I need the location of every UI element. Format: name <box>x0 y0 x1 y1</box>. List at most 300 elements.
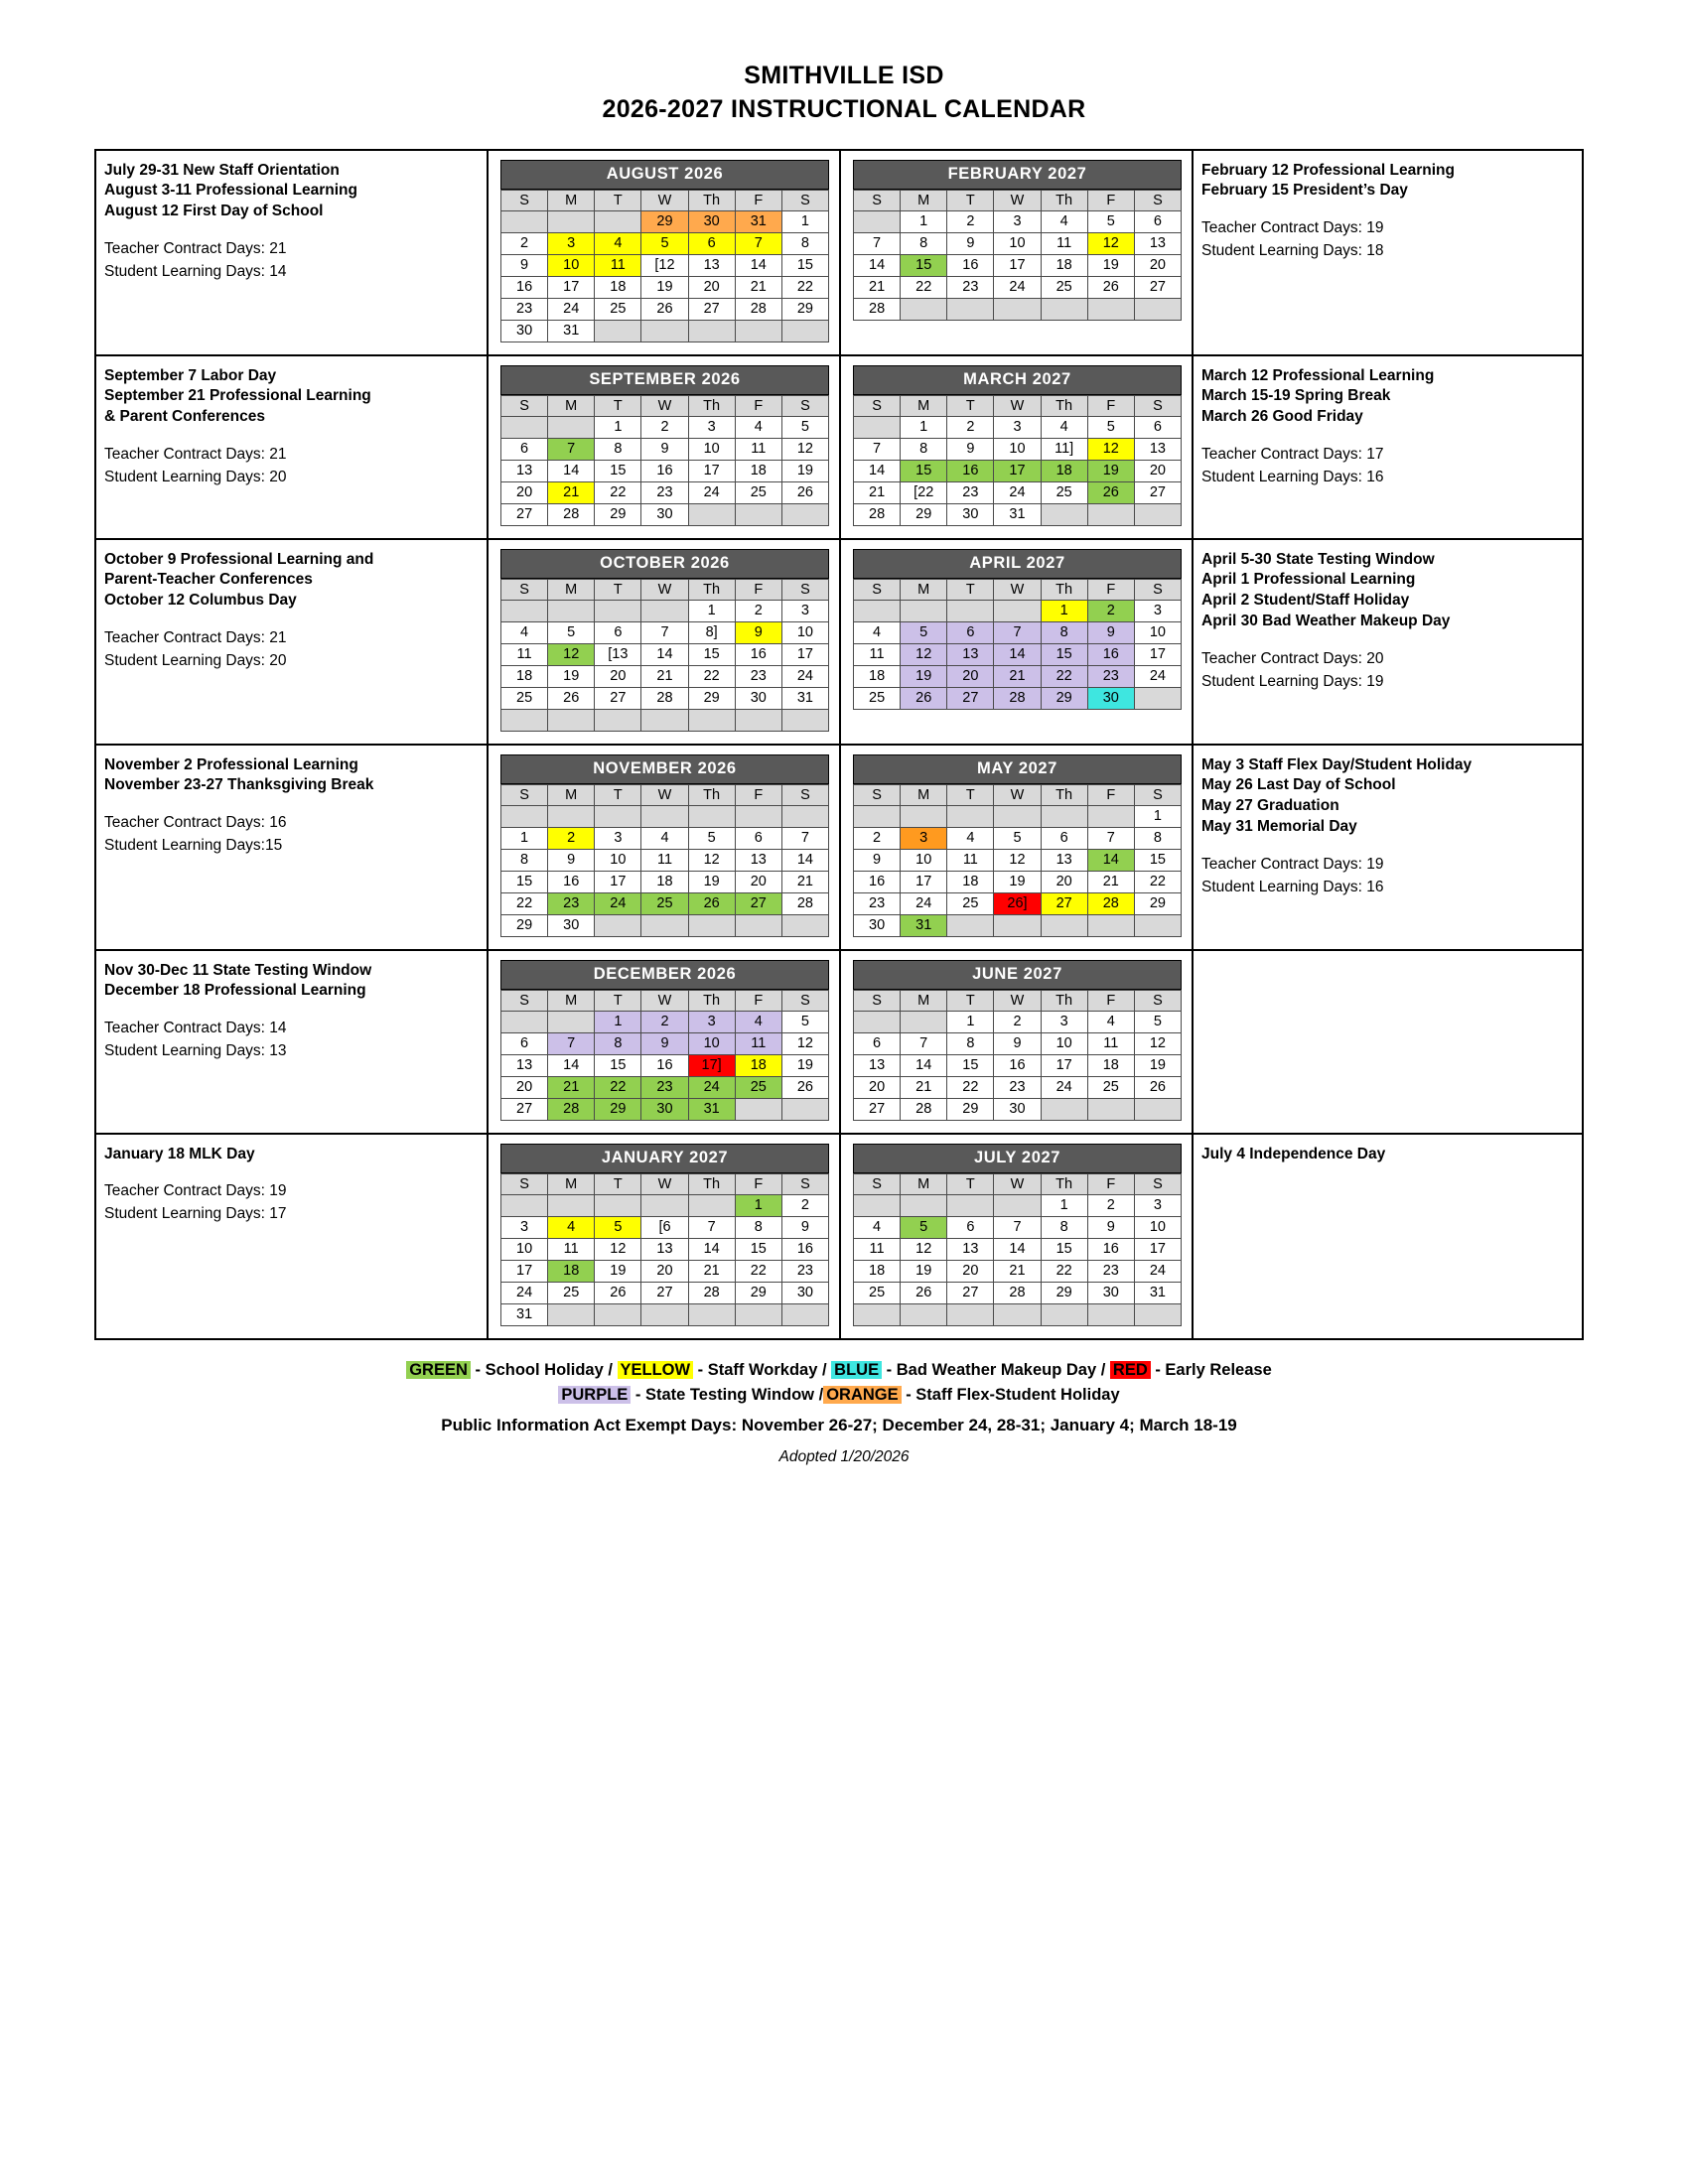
day-cell[interactable]: 11 <box>501 643 548 665</box>
day-cell[interactable] <box>854 600 901 621</box>
day-cell[interactable]: 15 <box>901 254 947 276</box>
day-cell[interactable]: 28 <box>688 1282 735 1303</box>
day-cell[interactable]: 22 <box>781 276 828 298</box>
day-cell[interactable]: 9 <box>641 1032 688 1054</box>
day-cell[interactable]: 3 <box>1134 600 1181 621</box>
day-cell[interactable]: 19 <box>781 1054 828 1076</box>
day-cell[interactable]: 22 <box>688 665 735 687</box>
day-cell[interactable]: 9 <box>548 849 595 871</box>
day-cell[interactable]: 20 <box>1134 254 1181 276</box>
day-cell[interactable]: 5 <box>548 621 595 643</box>
day-cell[interactable]: 22 <box>1041 1260 1087 1282</box>
day-cell[interactable]: 2 <box>947 210 994 232</box>
day-cell[interactable]: 11] <box>1041 438 1087 460</box>
day-cell[interactable] <box>641 1303 688 1325</box>
day-cell[interactable] <box>901 600 947 621</box>
day-cell[interactable]: 10 <box>994 438 1041 460</box>
day-cell[interactable]: 14 <box>688 1238 735 1260</box>
day-cell[interactable] <box>641 914 688 936</box>
day-cell[interactable]: 13 <box>854 1054 901 1076</box>
day-cell[interactable]: 23 <box>735 665 781 687</box>
day-cell[interactable]: 3 <box>1041 1011 1087 1032</box>
day-cell[interactable] <box>1087 805 1134 827</box>
day-cell[interactable] <box>595 914 641 936</box>
day-cell[interactable]: 6 <box>688 232 735 254</box>
day-cell[interactable] <box>735 914 781 936</box>
day-cell[interactable]: 24 <box>1041 1076 1087 1098</box>
day-cell[interactable]: 29 <box>501 914 548 936</box>
day-cell[interactable]: 1 <box>781 210 828 232</box>
day-cell[interactable]: 26 <box>595 1282 641 1303</box>
day-cell[interactable]: 12 <box>595 1238 641 1260</box>
day-cell[interactable]: 5 <box>781 416 828 438</box>
day-cell[interactable]: 5 <box>1087 210 1134 232</box>
day-cell[interactable]: 24 <box>901 892 947 914</box>
day-cell[interactable]: 24 <box>994 481 1041 503</box>
day-cell[interactable]: 22 <box>501 892 548 914</box>
day-cell[interactable]: 5 <box>1134 1011 1181 1032</box>
day-cell[interactable]: 29 <box>1041 1282 1087 1303</box>
day-cell[interactable]: 11 <box>735 1032 781 1054</box>
day-cell[interactable] <box>548 1303 595 1325</box>
day-cell[interactable] <box>947 805 994 827</box>
day-cell[interactable]: 18 <box>641 871 688 892</box>
day-cell[interactable]: 22 <box>1041 665 1087 687</box>
day-cell[interactable]: 24 <box>781 665 828 687</box>
day-cell[interactable]: 22 <box>735 1260 781 1282</box>
day-cell[interactable]: 10 <box>1134 621 1181 643</box>
day-cell[interactable]: 21 <box>854 276 901 298</box>
day-cell[interactable]: 15 <box>947 1054 994 1076</box>
day-cell[interactable] <box>781 320 828 341</box>
day-cell[interactable]: 30 <box>641 1098 688 1120</box>
day-cell[interactable]: 2 <box>641 1011 688 1032</box>
day-cell[interactable]: 18 <box>854 665 901 687</box>
day-cell[interactable]: 14 <box>548 460 595 481</box>
day-cell[interactable]: 17 <box>994 460 1041 481</box>
day-cell[interactable]: 29 <box>735 1282 781 1303</box>
day-cell[interactable]: 20 <box>947 665 994 687</box>
day-cell[interactable]: 29 <box>1134 892 1181 914</box>
day-cell[interactable] <box>901 805 947 827</box>
day-cell[interactable]: 21 <box>548 1076 595 1098</box>
day-cell[interactable]: 1 <box>1041 600 1087 621</box>
day-cell[interactable]: 29 <box>781 298 828 320</box>
day-cell[interactable]: 11 <box>854 1238 901 1260</box>
day-cell[interactable] <box>735 1098 781 1120</box>
day-cell[interactable]: 18 <box>854 1260 901 1282</box>
day-cell[interactable]: 20 <box>1041 871 1087 892</box>
day-cell[interactable]: 15 <box>901 460 947 481</box>
day-cell[interactable]: [12 <box>641 254 688 276</box>
day-cell[interactable]: 21 <box>1087 871 1134 892</box>
day-cell[interactable]: 6 <box>947 1216 994 1238</box>
day-cell[interactable]: 8 <box>901 438 947 460</box>
day-cell[interactable]: 18 <box>735 1054 781 1076</box>
day-cell[interactable]: 1 <box>901 210 947 232</box>
day-cell[interactable]: 1 <box>501 827 548 849</box>
day-cell[interactable]: 17 <box>1134 1238 1181 1260</box>
day-cell[interactable]: 19 <box>901 1260 947 1282</box>
day-cell[interactable]: 21 <box>994 1260 1041 1282</box>
day-cell[interactable]: 6 <box>501 1032 548 1054</box>
day-cell[interactable]: 24 <box>688 1076 735 1098</box>
day-cell[interactable]: 31 <box>548 320 595 341</box>
day-cell[interactable]: 21 <box>781 871 828 892</box>
day-cell[interactable]: 25 <box>1041 276 1087 298</box>
day-cell[interactable] <box>854 1194 901 1216</box>
day-cell[interactable]: 2 <box>1087 600 1134 621</box>
day-cell[interactable]: 18 <box>501 665 548 687</box>
day-cell[interactable]: 29 <box>901 503 947 525</box>
day-cell[interactable]: 26 <box>1087 481 1134 503</box>
day-cell[interactable] <box>994 1194 1041 1216</box>
day-cell[interactable]: 10 <box>901 849 947 871</box>
day-cell[interactable]: 25 <box>854 1282 901 1303</box>
day-cell[interactable]: 27 <box>501 503 548 525</box>
day-cell[interactable]: 5 <box>901 621 947 643</box>
day-cell[interactable]: 27 <box>735 892 781 914</box>
day-cell[interactable] <box>781 503 828 525</box>
day-cell[interactable]: 10 <box>688 1032 735 1054</box>
day-cell[interactable]: [22 <box>901 481 947 503</box>
day-cell[interactable]: 4 <box>1041 210 1087 232</box>
day-cell[interactable] <box>501 1011 548 1032</box>
day-cell[interactable]: 4 <box>1041 416 1087 438</box>
day-cell[interactable] <box>1041 298 1087 320</box>
day-cell[interactable]: 3 <box>1134 1194 1181 1216</box>
day-cell[interactable] <box>1041 1098 1087 1120</box>
day-cell[interactable]: 28 <box>1087 892 1134 914</box>
day-cell[interactable]: 16 <box>1087 643 1134 665</box>
day-cell[interactable] <box>735 709 781 731</box>
day-cell[interactable]: 14 <box>854 254 901 276</box>
day-cell[interactable]: 13 <box>688 254 735 276</box>
day-cell[interactable] <box>688 709 735 731</box>
day-cell[interactable]: 12 <box>901 1238 947 1260</box>
day-cell[interactable] <box>735 1303 781 1325</box>
day-cell[interactable]: 30 <box>501 320 548 341</box>
day-cell[interactable]: 11 <box>595 254 641 276</box>
day-cell[interactable]: 6 <box>501 438 548 460</box>
day-cell[interactable]: 5 <box>595 1216 641 1238</box>
day-cell[interactable] <box>548 1194 595 1216</box>
day-cell[interactable]: 31 <box>688 1098 735 1120</box>
day-cell[interactable]: 9 <box>735 621 781 643</box>
day-cell[interactable]: 26 <box>901 1282 947 1303</box>
day-cell[interactable]: 26 <box>1134 1076 1181 1098</box>
day-cell[interactable]: 10 <box>781 621 828 643</box>
day-cell[interactable]: 13 <box>1134 438 1181 460</box>
day-cell[interactable]: 17 <box>595 871 641 892</box>
day-cell[interactable]: 27 <box>1041 892 1087 914</box>
day-cell[interactable] <box>854 210 901 232</box>
day-cell[interactable]: 18 <box>1087 1054 1134 1076</box>
day-cell[interactable] <box>1041 1303 1087 1325</box>
day-cell[interactable]: 31 <box>1134 1282 1181 1303</box>
day-cell[interactable]: 15 <box>735 1238 781 1260</box>
day-cell[interactable] <box>548 1011 595 1032</box>
day-cell[interactable]: 10 <box>994 232 1041 254</box>
day-cell[interactable]: 20 <box>641 1260 688 1282</box>
day-cell[interactable]: 28 <box>548 1098 595 1120</box>
day-cell[interactable]: 7 <box>994 1216 1041 1238</box>
day-cell[interactable]: 21 <box>688 1260 735 1282</box>
day-cell[interactable] <box>688 805 735 827</box>
day-cell[interactable]: 7 <box>688 1216 735 1238</box>
day-cell[interactable]: 18 <box>595 276 641 298</box>
day-cell[interactable] <box>854 1303 901 1325</box>
day-cell[interactable] <box>548 416 595 438</box>
day-cell[interactable]: 24 <box>1134 665 1181 687</box>
day-cell[interactable]: 31 <box>735 210 781 232</box>
day-cell[interactable] <box>1041 914 1087 936</box>
day-cell[interactable]: 10 <box>501 1238 548 1260</box>
day-cell[interactable]: 25 <box>548 1282 595 1303</box>
day-cell[interactable]: 29 <box>641 210 688 232</box>
day-cell[interactable] <box>781 1303 828 1325</box>
day-cell[interactable] <box>1087 914 1134 936</box>
day-cell[interactable]: 30 <box>1087 687 1134 709</box>
day-cell[interactable]: 12 <box>688 849 735 871</box>
day-cell[interactable]: 15 <box>595 1054 641 1076</box>
day-cell[interactable] <box>854 805 901 827</box>
day-cell[interactable]: 19 <box>688 871 735 892</box>
day-cell[interactable]: 21 <box>641 665 688 687</box>
day-cell[interactable]: [13 <box>595 643 641 665</box>
day-cell[interactable]: 13 <box>1134 232 1181 254</box>
day-cell[interactable]: 19 <box>595 1260 641 1282</box>
day-cell[interactable]: 13 <box>501 460 548 481</box>
day-cell[interactable]: 26 <box>641 298 688 320</box>
day-cell[interactable]: 26] <box>994 892 1041 914</box>
day-cell[interactable]: 28 <box>901 1098 947 1120</box>
day-cell[interactable]: 27 <box>854 1098 901 1120</box>
day-cell[interactable]: 13 <box>641 1238 688 1260</box>
day-cell[interactable] <box>735 503 781 525</box>
day-cell[interactable]: 18 <box>947 871 994 892</box>
day-cell[interactable]: 7 <box>641 621 688 643</box>
day-cell[interactable]: 18 <box>1041 254 1087 276</box>
day-cell[interactable] <box>735 320 781 341</box>
day-cell[interactable] <box>994 914 1041 936</box>
day-cell[interactable]: 1 <box>735 1194 781 1216</box>
day-cell[interactable] <box>548 210 595 232</box>
day-cell[interactable]: 12 <box>781 438 828 460</box>
day-cell[interactable] <box>595 600 641 621</box>
day-cell[interactable]: 26 <box>781 481 828 503</box>
day-cell[interactable]: 2 <box>854 827 901 849</box>
day-cell[interactable]: 12 <box>1134 1032 1181 1054</box>
day-cell[interactable]: 24 <box>688 481 735 503</box>
day-cell[interactable]: 25 <box>735 481 781 503</box>
day-cell[interactable]: 9 <box>947 438 994 460</box>
day-cell[interactable]: 3 <box>901 827 947 849</box>
day-cell[interactable] <box>781 709 828 731</box>
day-cell[interactable]: 17 <box>501 1260 548 1282</box>
day-cell[interactable]: 7 <box>548 1032 595 1054</box>
day-cell[interactable] <box>548 600 595 621</box>
day-cell[interactable]: 16 <box>735 643 781 665</box>
day-cell[interactable] <box>548 709 595 731</box>
day-cell[interactable]: 9 <box>1087 1216 1134 1238</box>
day-cell[interactable]: 14 <box>994 1238 1041 1260</box>
day-cell[interactable]: 2 <box>501 232 548 254</box>
day-cell[interactable]: 29 <box>688 687 735 709</box>
day-cell[interactable]: 8 <box>735 1216 781 1238</box>
day-cell[interactable]: 17 <box>901 871 947 892</box>
day-cell[interactable]: 15 <box>688 643 735 665</box>
day-cell[interactable]: 4 <box>947 827 994 849</box>
day-cell[interactable]: 1 <box>688 600 735 621</box>
day-cell[interactable]: 5 <box>781 1011 828 1032</box>
day-cell[interactable]: 19 <box>1087 460 1134 481</box>
day-cell[interactable]: 9 <box>641 438 688 460</box>
day-cell[interactable]: 20 <box>688 276 735 298</box>
day-cell[interactable]: 26 <box>1087 276 1134 298</box>
day-cell[interactable]: 4 <box>1087 1011 1134 1032</box>
day-cell[interactable] <box>947 298 994 320</box>
day-cell[interactable]: 7 <box>548 438 595 460</box>
day-cell[interactable] <box>501 1194 548 1216</box>
day-cell[interactable] <box>947 600 994 621</box>
day-cell[interactable]: 6 <box>854 1032 901 1054</box>
day-cell[interactable] <box>1134 503 1181 525</box>
day-cell[interactable]: 16 <box>781 1238 828 1260</box>
day-cell[interactable]: 16 <box>994 1054 1041 1076</box>
day-cell[interactable]: 7 <box>781 827 828 849</box>
day-cell[interactable]: 27 <box>641 1282 688 1303</box>
day-cell[interactable]: 3 <box>994 416 1041 438</box>
day-cell[interactable]: [6 <box>641 1216 688 1238</box>
day-cell[interactable] <box>901 1303 947 1325</box>
day-cell[interactable] <box>994 1303 1041 1325</box>
day-cell[interactable]: 23 <box>994 1076 1041 1098</box>
day-cell[interactable]: 29 <box>1041 687 1087 709</box>
day-cell[interactable]: 22 <box>595 481 641 503</box>
day-cell[interactable]: 30 <box>735 687 781 709</box>
day-cell[interactable] <box>595 210 641 232</box>
day-cell[interactable]: 19 <box>641 276 688 298</box>
day-cell[interactable]: 8 <box>1134 827 1181 849</box>
day-cell[interactable]: 16 <box>854 871 901 892</box>
day-cell[interactable]: 13 <box>947 643 994 665</box>
day-cell[interactable]: 16 <box>947 460 994 481</box>
day-cell[interactable] <box>548 805 595 827</box>
day-cell[interactable] <box>501 805 548 827</box>
day-cell[interactable]: 23 <box>641 1076 688 1098</box>
day-cell[interactable]: 24 <box>994 276 1041 298</box>
day-cell[interactable]: 4 <box>548 1216 595 1238</box>
day-cell[interactable]: 20 <box>595 665 641 687</box>
day-cell[interactable]: 8 <box>501 849 548 871</box>
day-cell[interactable]: 27 <box>1134 276 1181 298</box>
day-cell[interactable]: 13 <box>947 1238 994 1260</box>
day-cell[interactable]: 8 <box>901 232 947 254</box>
day-cell[interactable] <box>901 298 947 320</box>
day-cell[interactable]: 31 <box>994 503 1041 525</box>
day-cell[interactable]: 2 <box>781 1194 828 1216</box>
day-cell[interactable] <box>501 210 548 232</box>
day-cell[interactable]: 1 <box>1041 1194 1087 1216</box>
day-cell[interactable]: 29 <box>595 1098 641 1120</box>
day-cell[interactable]: 4 <box>735 416 781 438</box>
day-cell[interactable]: 22 <box>1134 871 1181 892</box>
day-cell[interactable]: 19 <box>1087 254 1134 276</box>
day-cell[interactable]: 28 <box>854 503 901 525</box>
day-cell[interactable]: 11 <box>641 849 688 871</box>
day-cell[interactable]: 4 <box>735 1011 781 1032</box>
day-cell[interactable] <box>854 1011 901 1032</box>
day-cell[interactable]: 20 <box>501 481 548 503</box>
day-cell[interactable]: 10 <box>595 849 641 871</box>
day-cell[interactable]: 21 <box>854 481 901 503</box>
day-cell[interactable]: 26 <box>781 1076 828 1098</box>
day-cell[interactable]: 30 <box>781 1282 828 1303</box>
day-cell[interactable]: 22 <box>595 1076 641 1098</box>
day-cell[interactable]: 11 <box>854 643 901 665</box>
day-cell[interactable]: 19 <box>901 665 947 687</box>
day-cell[interactable]: 31 <box>781 687 828 709</box>
day-cell[interactable]: 1 <box>595 416 641 438</box>
day-cell[interactable] <box>1134 914 1181 936</box>
day-cell[interactable]: 16 <box>548 871 595 892</box>
day-cell[interactable]: 9 <box>854 849 901 871</box>
day-cell[interactable]: 14 <box>1087 849 1134 871</box>
day-cell[interactable] <box>947 1194 994 1216</box>
day-cell[interactable]: 16 <box>641 460 688 481</box>
day-cell[interactable]: 15 <box>1041 643 1087 665</box>
day-cell[interactable]: 27 <box>501 1098 548 1120</box>
day-cell[interactable]: 28 <box>994 687 1041 709</box>
day-cell[interactable] <box>781 914 828 936</box>
day-cell[interactable] <box>688 1303 735 1325</box>
day-cell[interactable]: 27 <box>688 298 735 320</box>
day-cell[interactable]: 12 <box>548 643 595 665</box>
day-cell[interactable]: 1 <box>901 416 947 438</box>
day-cell[interactable]: 25 <box>735 1076 781 1098</box>
day-cell[interactable]: 8 <box>947 1032 994 1054</box>
day-cell[interactable] <box>595 1303 641 1325</box>
day-cell[interactable]: 2 <box>1087 1194 1134 1216</box>
day-cell[interactable]: 23 <box>1087 665 1134 687</box>
day-cell[interactable]: 6 <box>947 621 994 643</box>
day-cell[interactable]: 15 <box>1134 849 1181 871</box>
day-cell[interactable] <box>641 1194 688 1216</box>
day-cell[interactable]: 8 <box>781 232 828 254</box>
day-cell[interactable] <box>1134 687 1181 709</box>
day-cell[interactable]: 12 <box>1087 438 1134 460</box>
day-cell[interactable]: 15 <box>595 460 641 481</box>
day-cell[interactable]: 25 <box>947 892 994 914</box>
day-cell[interactable]: 14 <box>994 643 1041 665</box>
day-cell[interactable] <box>595 709 641 731</box>
day-cell[interactable]: 30 <box>1087 1282 1134 1303</box>
day-cell[interactable]: 25 <box>501 687 548 709</box>
day-cell[interactable]: 28 <box>548 503 595 525</box>
day-cell[interactable] <box>735 805 781 827</box>
day-cell[interactable] <box>501 709 548 731</box>
day-cell[interactable] <box>641 805 688 827</box>
day-cell[interactable]: 16 <box>1087 1238 1134 1260</box>
day-cell[interactable]: 29 <box>595 503 641 525</box>
day-cell[interactable]: 28 <box>735 298 781 320</box>
day-cell[interactable]: 21 <box>901 1076 947 1098</box>
day-cell[interactable]: 7 <box>735 232 781 254</box>
day-cell[interactable]: 17 <box>1041 1054 1087 1076</box>
day-cell[interactable]: 1 <box>1134 805 1181 827</box>
day-cell[interactable]: 9 <box>994 1032 1041 1054</box>
